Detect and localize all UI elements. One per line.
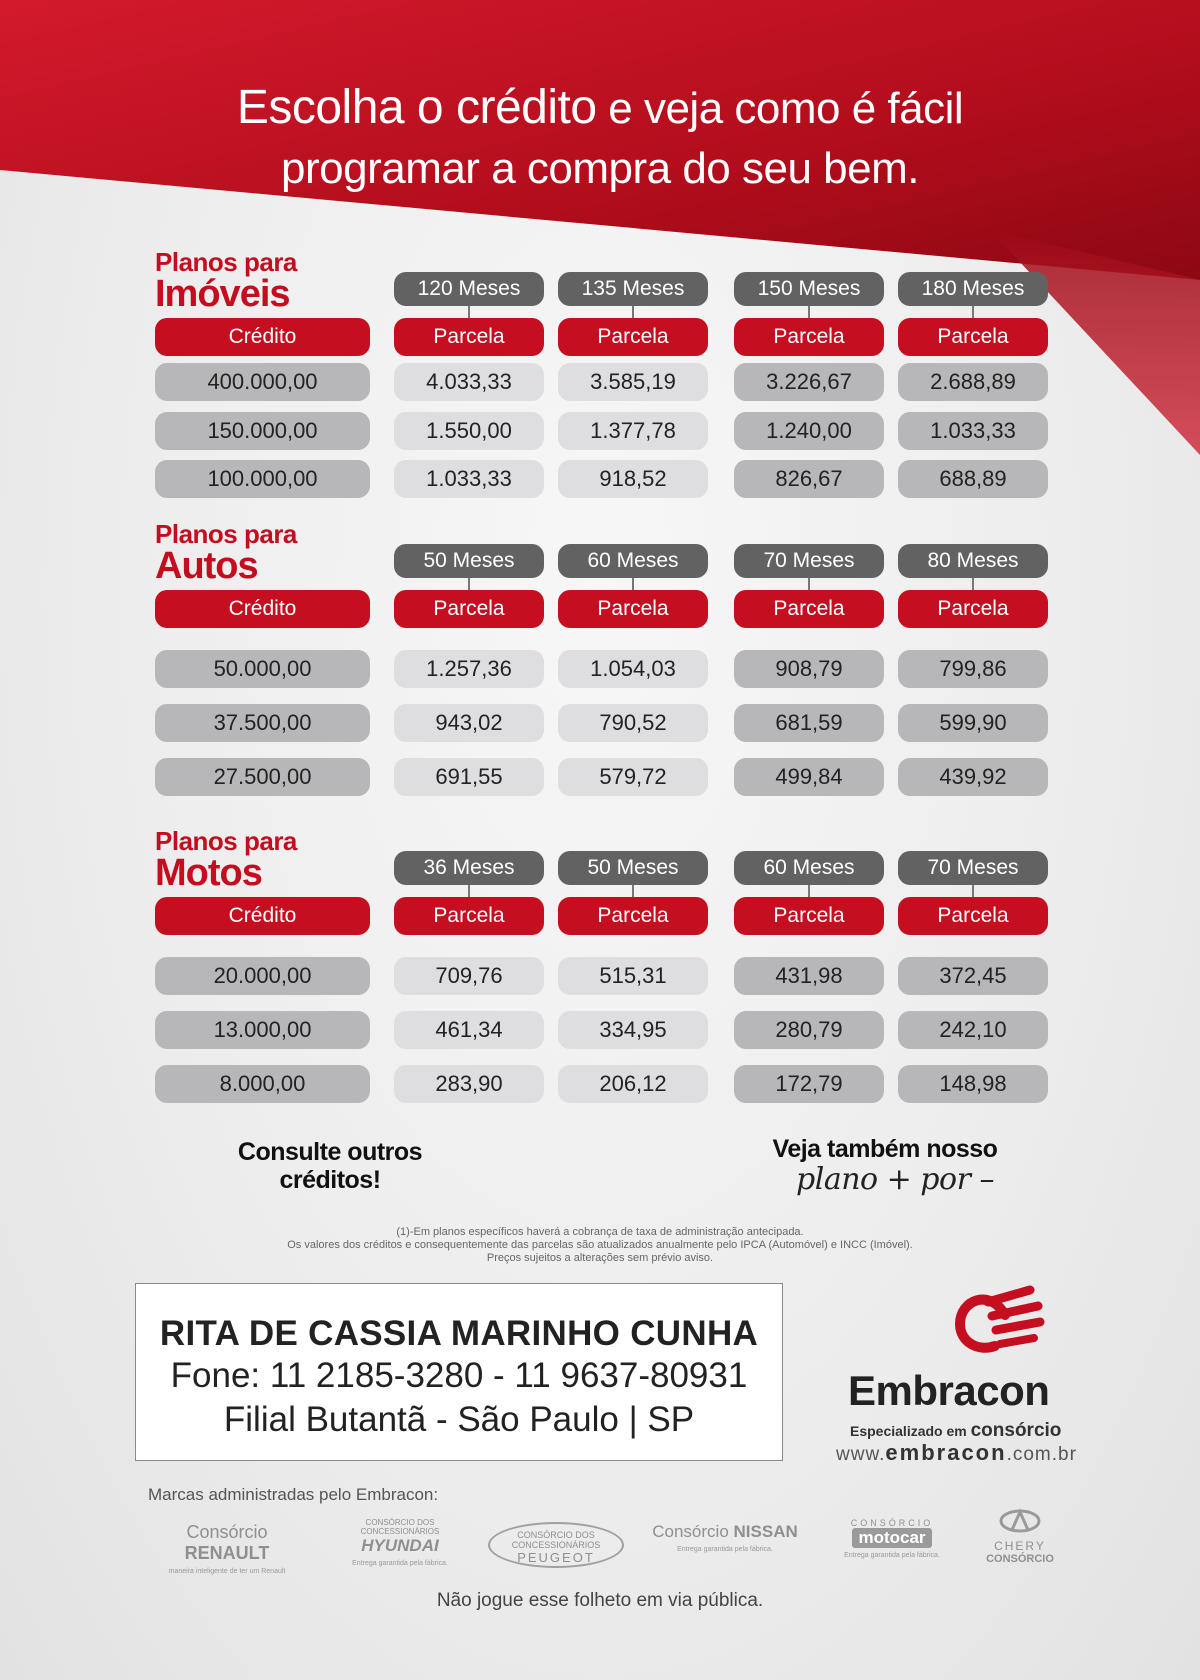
parcela-value: 431,98 xyxy=(734,957,884,995)
parcela-header: Parcela xyxy=(898,590,1048,628)
brand-peugeot xyxy=(488,1522,624,1568)
credit-value: 20.000,00 xyxy=(155,957,370,995)
hyundai-top: CONSÓRCIO DOS CONCESSIONÁRIOS xyxy=(360,1518,440,1536)
parcela-value: 579,72 xyxy=(558,758,708,796)
parcela-value: 1.377,78 xyxy=(558,412,708,450)
parcela-value: 790,52 xyxy=(558,704,708,742)
term-label: 180 Meses xyxy=(898,272,1048,306)
parcela-value: 334,95 xyxy=(558,1011,708,1049)
peugeot-main: PEUGEOT xyxy=(517,1550,595,1565)
term-label: 70 Meses xyxy=(898,851,1048,885)
credit-header: Crédito xyxy=(155,590,370,628)
parcela-value: 148,98 xyxy=(898,1065,1048,1103)
chery-logo-icon xyxy=(998,1508,1042,1534)
headline xyxy=(0,78,1200,199)
section-title xyxy=(155,826,297,894)
brands-label: Marcas administradas pelo Embracon: xyxy=(148,1485,439,1504)
parcela-value: 1.054,03 xyxy=(558,650,708,688)
credit-value: 27.500,00 xyxy=(155,758,370,796)
parcela-value: 499,84 xyxy=(734,758,884,796)
term-label: 150 Meses xyxy=(734,272,884,306)
parcela-value: 242,10 xyxy=(898,1011,1048,1049)
nissan-b: NISSAN xyxy=(733,1522,798,1541)
motocar-main xyxy=(852,1528,931,1548)
motocar-top: CONSÓRCIO xyxy=(850,1518,934,1528)
hyundai-tag: Entrega garantida pela fábrica. xyxy=(352,1560,448,1567)
consult-line1: Consulte outros xyxy=(237,1138,423,1166)
term-label: 80 Meses xyxy=(898,544,1048,578)
parcela-value: 908,79 xyxy=(734,650,884,688)
term-label: 60 Meses xyxy=(558,544,708,578)
credit-value: 100.000,00 xyxy=(155,460,370,498)
term-label: 50 Meses xyxy=(558,851,708,885)
nissan-a: Consórcio xyxy=(652,1522,729,1541)
parcela-value: 439,92 xyxy=(898,758,1048,796)
parcela-header: Parcela xyxy=(898,318,1048,356)
embracon-logo xyxy=(840,1280,1080,1460)
parcela-value: 280,79 xyxy=(734,1011,884,1049)
parcela-value: 1.257,36 xyxy=(394,650,544,688)
credit-value: 8.000,00 xyxy=(155,1065,370,1103)
term-label: 36 Meses xyxy=(394,851,544,885)
consult-line2: créditos! xyxy=(279,1166,381,1194)
credit-value: 50.000,00 xyxy=(155,650,370,688)
parcela-value: 4.033,33 xyxy=(394,363,544,401)
term-label: 60 Meses xyxy=(734,851,884,885)
credit-value: 37.500,00 xyxy=(155,704,370,742)
section-title-line2: Autos xyxy=(155,545,258,587)
logo-tag-small: Especializado em xyxy=(850,1423,967,1439)
parcela-value: 283,90 xyxy=(394,1065,544,1103)
brand-nissan xyxy=(640,1522,810,1553)
parcela-header: Parcela xyxy=(558,897,708,935)
term-label: 50 Meses xyxy=(394,544,544,578)
parcela-value: 709,76 xyxy=(394,957,544,995)
section-title-line1: Planos para xyxy=(155,519,297,549)
credit-value: 150.000,00 xyxy=(155,412,370,450)
parcela-header: Parcela xyxy=(734,590,884,628)
chery-main: CHERY xyxy=(994,1539,1046,1553)
parcela-value: 372,45 xyxy=(898,957,1048,995)
contact-phone: Fone: 11 2185-3280 - 11 9637-80931 xyxy=(170,1356,748,1395)
parcela-value: 3.585,19 xyxy=(558,363,708,401)
parcela-header: Parcela xyxy=(394,897,544,935)
consult-other-credits xyxy=(200,1138,460,1194)
plan-script-text: plano + por – xyxy=(796,1162,994,1197)
section-title-line2: Imóveis xyxy=(155,273,290,315)
section-title-line1: Planos para xyxy=(155,826,297,856)
renault-b: RENAULT xyxy=(184,1543,270,1563)
logo-tagline xyxy=(850,1420,1061,1442)
see-also-text: Veja também nosso xyxy=(772,1135,998,1163)
nissan-tag: Entrega garantida pela fábrica. xyxy=(677,1546,773,1553)
section-title xyxy=(155,247,297,315)
term-label: 120 Meses xyxy=(394,272,544,306)
parcela-header: Parcela xyxy=(898,897,1048,935)
hyundai-main: HYUNDAI xyxy=(361,1536,439,1555)
credit-header: Crédito xyxy=(155,897,370,935)
see-also-plan xyxy=(755,1135,1015,1197)
parcela-header: Parcela xyxy=(734,318,884,356)
parcela-value: 826,67 xyxy=(734,460,884,498)
site-main: embracon xyxy=(885,1440,1007,1465)
parcela-value: 2.688,89 xyxy=(898,363,1048,401)
renault-a: Consórcio xyxy=(186,1522,268,1542)
disclaimer-line2: Os valores dos créditos e consequentemente das parcelas são atualizados anualmente pelo IPCA (Automóvel) e INCC (Imóvel). xyxy=(287,1239,913,1251)
brand-renault xyxy=(142,1522,312,1575)
bottom-note: Não jogue esse folheto em via pública. xyxy=(436,1590,764,1611)
disclaimer-line1: (1)-Em planos específicos haverá a cobrança de taxa de administração antecipada. xyxy=(396,1226,804,1238)
headline-line1-rest: e veja como é fácil xyxy=(596,84,964,133)
contact-box xyxy=(135,1283,783,1461)
parcela-header: Parcela xyxy=(558,590,708,628)
parcela-value: 461,34 xyxy=(394,1011,544,1049)
headline-line1-big: Escolha o crédito xyxy=(236,81,597,134)
motocar-tag: Entrega garantida pela fábrica. xyxy=(844,1552,940,1559)
motocar-main-text: motocar xyxy=(858,1528,926,1547)
chery-sub: CONSÓRCIO xyxy=(986,1553,1054,1565)
site-prefix: www. xyxy=(836,1444,886,1465)
credit-value: 400.000,00 xyxy=(155,363,370,401)
disclaimer xyxy=(200,1226,1000,1265)
contact-branch: Filial Butantã - São Paulo | SP xyxy=(223,1400,695,1439)
parcela-header: Parcela xyxy=(394,590,544,628)
headline-line2: programar a compra do seu bem. xyxy=(281,144,919,193)
brand-motocar xyxy=(822,1518,962,1559)
parcela-value: 918,52 xyxy=(558,460,708,498)
brand-chery xyxy=(975,1508,1065,1565)
renault-tag: maneira inteligente de ter um Renault xyxy=(168,1568,286,1575)
site-suffix: .com.br xyxy=(1006,1444,1077,1465)
credit-value: 13.000,00 xyxy=(155,1011,370,1049)
disclaimer-line3: Preços sujeitos a alterações sem prévio aviso. xyxy=(486,1252,714,1264)
term-label: 70 Meses xyxy=(734,544,884,578)
parcela-value: 799,86 xyxy=(898,650,1048,688)
term-label: 135 Meses xyxy=(558,272,708,306)
parcela-value: 1.033,33 xyxy=(898,412,1048,450)
peugeot-top: CONSÓRCIO DOS CONCESSIONÁRIOS xyxy=(511,1530,601,1550)
section-title-line2: Motos xyxy=(155,852,262,894)
section-title xyxy=(155,519,297,587)
brand-hyundai xyxy=(335,1518,465,1567)
parcela-value: 943,02 xyxy=(394,704,544,742)
parcela-value: 1.033,33 xyxy=(394,460,544,498)
parcela-value: 1.240,00 xyxy=(734,412,884,450)
parcela-value: 681,59 xyxy=(734,704,884,742)
parcela-header: Parcela xyxy=(558,318,708,356)
parcela-value: 1.550,00 xyxy=(394,412,544,450)
contact-name: RITA DE CASSIA MARINHO CUNHA xyxy=(159,1314,759,1353)
embracon-hand-icon xyxy=(840,1280,1080,1370)
website-link[interactable] xyxy=(836,1440,1077,1466)
parcela-value: 599,90 xyxy=(898,704,1048,742)
logo-tag-strong: consórcio xyxy=(970,1420,1062,1441)
parcela-value: 688,89 xyxy=(898,460,1048,498)
parcela-value: 172,79 xyxy=(734,1065,884,1103)
credit-header: Crédito xyxy=(155,318,370,356)
logo-name: Embracon xyxy=(848,1367,1050,1414)
parcela-value: 691,55 xyxy=(394,758,544,796)
parcela-header: Parcela xyxy=(734,897,884,935)
parcela-value: 206,12 xyxy=(558,1065,708,1103)
parcela-value: 3.226,67 xyxy=(734,363,884,401)
parcela-header: Parcela xyxy=(394,318,544,356)
parcela-value: 515,31 xyxy=(558,957,708,995)
section-title-line1: Planos para xyxy=(155,247,297,277)
